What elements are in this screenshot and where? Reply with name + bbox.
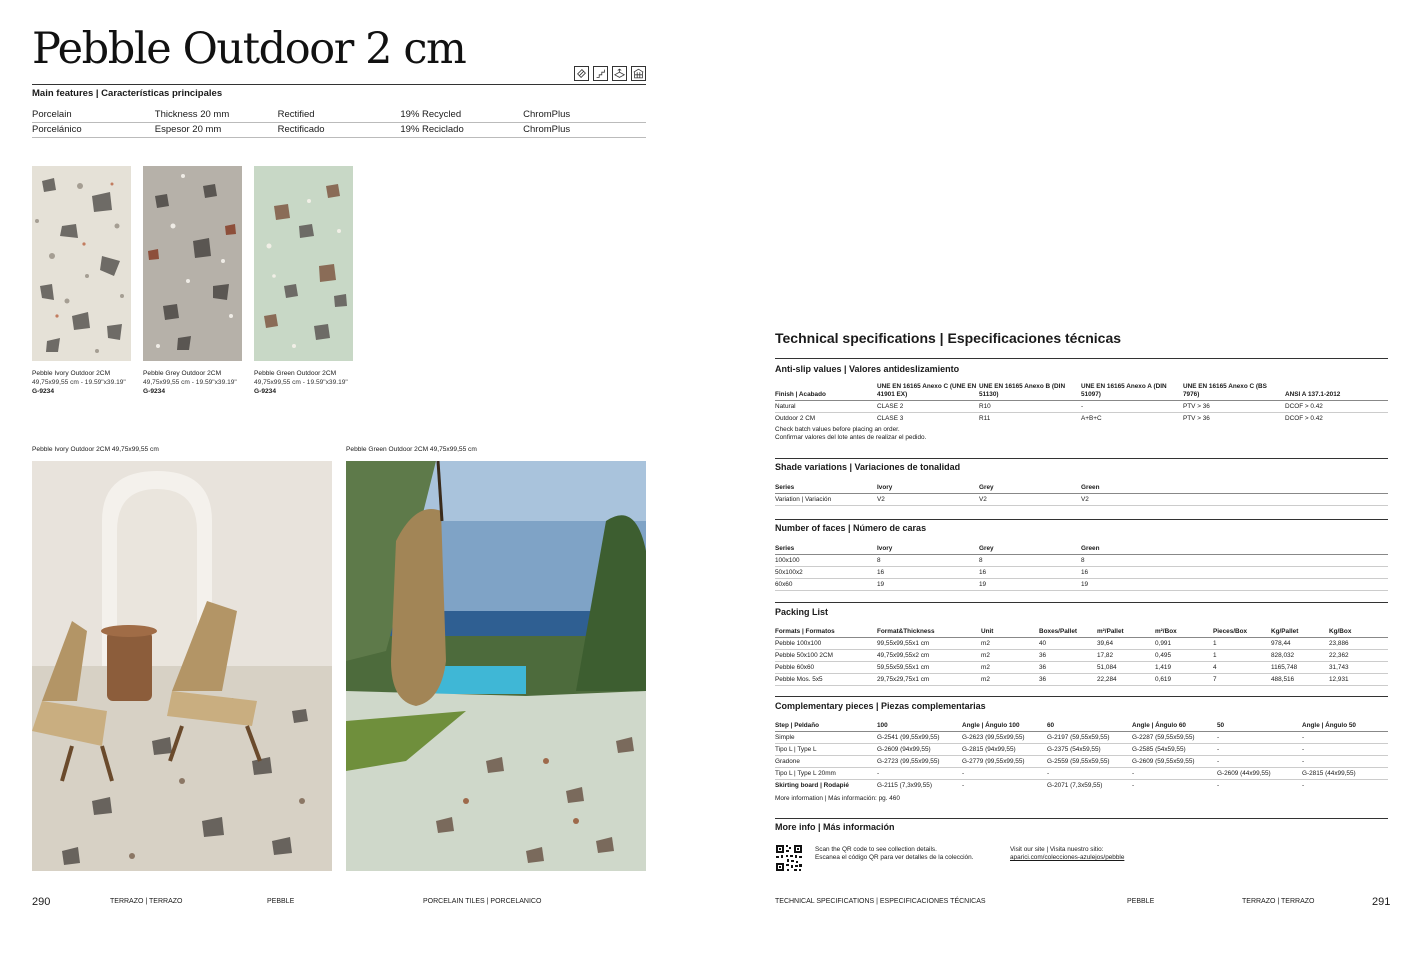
column-header: Angle | Ángulo 100 xyxy=(962,722,1047,732)
table-row xyxy=(775,744,1388,756)
table-cell: - xyxy=(1302,744,1388,756)
table-cell: 59,55x59,55x1 cm xyxy=(877,662,981,674)
table-cell: 23,886 xyxy=(1329,638,1388,650)
table-cell: 49,75x99,55x2 cm xyxy=(877,650,981,662)
swatch-name: Pebble Green Outdoor 2CM xyxy=(254,370,337,377)
column-header: Grey xyxy=(979,545,1081,555)
table-cell xyxy=(1285,555,1388,567)
column-header: Series xyxy=(775,484,877,494)
spec-title: Technical specifications | Especificaciones técnicas xyxy=(775,330,1122,346)
table-cell: 978,44 xyxy=(1271,638,1329,650)
table-cell: G-2609 (44x99,55) xyxy=(1217,768,1302,780)
table-cell: 40 xyxy=(1039,638,1097,650)
complementary-heading: Complementary pieces | Piezas complementarias xyxy=(775,701,986,711)
table-cell: Simple xyxy=(775,732,877,744)
floor-tile-icon xyxy=(574,66,589,81)
section-divider xyxy=(775,602,1388,603)
table-cell: 8 xyxy=(877,555,979,567)
table-cell: 8 xyxy=(1081,555,1183,567)
table-cell: - xyxy=(962,782,965,789)
swatch-name: Pebble Ivory Outdoor 2CM xyxy=(32,370,111,377)
footer-category-left: PORCELAIN TILES | PORCELANICO xyxy=(423,898,542,905)
table-cell xyxy=(1183,555,1285,567)
tile-swatches xyxy=(32,166,353,396)
table-cell: DCOF > 0.42 xyxy=(1285,415,1323,422)
table-cell: 0,495 xyxy=(1155,650,1213,662)
table-cell: - xyxy=(1302,782,1305,789)
tile-swatch-ivory xyxy=(32,166,131,361)
table-cell: G-2287 (59,55x59,55) xyxy=(1132,732,1217,744)
table-header-row xyxy=(775,545,1388,555)
column-header: Finish | Acabado xyxy=(775,383,877,401)
table-cell: CLASE 2 xyxy=(877,401,979,413)
column-header: UNE EN 16165 Anexo C (BS 7976) xyxy=(1183,383,1285,401)
table-cell: 19 xyxy=(1081,579,1183,591)
table-cell: 99,55x99,55x1 cm xyxy=(877,638,981,650)
title-divider xyxy=(32,84,646,85)
table-cell: 19 xyxy=(877,579,979,591)
table-row xyxy=(775,413,1388,425)
table-cell: 39,64 xyxy=(1097,638,1155,650)
shade-table xyxy=(775,484,1388,506)
table-cell: 100x100 xyxy=(775,555,877,567)
table-row xyxy=(775,768,1388,780)
outdoor-photo xyxy=(346,461,646,871)
photo-caption-ivory: Pebble Ivory Outdoor 2CM 49,75x99,55 cm xyxy=(32,446,159,453)
table-cell: - xyxy=(1217,744,1302,756)
table-cell: 0,991 xyxy=(1155,638,1213,650)
antislip-note xyxy=(775,426,926,442)
column-header: Unit xyxy=(981,628,1039,638)
moreinfo-heading: More info | Más información xyxy=(775,822,895,832)
column-header: Step | Peldaño xyxy=(775,722,877,732)
faces-table xyxy=(775,545,1388,591)
column-header: Green xyxy=(1081,484,1183,494)
table-header-row xyxy=(775,722,1388,732)
table-cell: V2 xyxy=(979,494,1081,506)
footer-category-right: TERRAZO | TERRAZO xyxy=(1242,898,1315,905)
table-cell: G-2609 (94x99,55) xyxy=(877,744,962,756)
section-divider xyxy=(775,696,1388,697)
table-row xyxy=(775,494,1388,506)
page-title: Pebble Outdoor 2 cm xyxy=(32,24,466,74)
table-cell: - xyxy=(1132,768,1217,780)
swatch-code: G-9234 xyxy=(143,388,165,395)
column-header: Boxes/Pallet xyxy=(1039,628,1097,638)
column-header: Ivory xyxy=(877,484,979,494)
interior-photo xyxy=(32,461,332,871)
table-cell xyxy=(1285,494,1388,506)
table-row xyxy=(775,401,1388,413)
table-cell: Pebble Mos. 5x5 xyxy=(775,674,877,686)
column-header: Format&Thickness xyxy=(877,628,981,638)
note-line: Check batch values before placing an order. xyxy=(775,426,900,433)
table-cell: 488,516 xyxy=(1271,674,1329,686)
main-features-table xyxy=(32,108,646,138)
table-cell: 1 xyxy=(1213,638,1271,650)
qr-line: Scan the QR code to see collection details. xyxy=(815,846,937,853)
table-cell: V2 xyxy=(877,494,979,506)
column-header: Kg/Pallet xyxy=(1271,628,1329,638)
table-cell: 828,032 xyxy=(1271,650,1329,662)
table-cell: - xyxy=(877,768,962,780)
table-cell: 12,931 xyxy=(1329,674,1388,686)
table-cell xyxy=(1183,579,1285,591)
table-row xyxy=(775,780,1388,792)
column-header: UNE EN 16165 Anexo A (DIN 51097) xyxy=(1081,383,1183,401)
table-cell: 4 xyxy=(1213,662,1271,674)
table-row xyxy=(775,674,1388,686)
note-line: Confirmar valores del lote antes de realizar el pedido. xyxy=(775,434,927,441)
table-cell: G-2115 (7,3x99,55) xyxy=(877,782,932,789)
column-header: Grey xyxy=(979,484,1081,494)
table-cell: - xyxy=(1302,732,1388,744)
column-header: 100 xyxy=(877,722,962,732)
table-cell: - xyxy=(1217,756,1302,768)
table-cell: Variation | Variación xyxy=(775,494,877,506)
table-cell: 36 xyxy=(1039,674,1097,686)
table-cell: G-2541 (99,55x99,55) xyxy=(877,732,962,744)
column-header xyxy=(1285,484,1388,494)
footer-section-right: TECHNICAL SPECIFICATIONS | ESPECIFICACIONES TÉCNICAS xyxy=(775,898,986,905)
column-header xyxy=(1183,545,1285,555)
table-cell: G-2815 (44x99,55) xyxy=(1302,768,1388,780)
table-cell: 8 xyxy=(979,555,1081,567)
main-features-heading: Main features | Características principales xyxy=(32,88,223,99)
table-cell: - xyxy=(1047,768,1132,780)
table-cell: G-2375 (54x59,55) xyxy=(1047,744,1132,756)
column-header: Angle | Ángulo 50 xyxy=(1302,722,1388,732)
table-cell: m2 xyxy=(981,650,1039,662)
column-header: UNE EN 16165 Anexo B (DIN 51130) xyxy=(979,383,1081,401)
table-cell: Pebble 60x60 xyxy=(775,662,877,674)
section-divider xyxy=(775,519,1388,520)
table-cell: G-2585 (54x59,55) xyxy=(1132,744,1217,756)
table-cell xyxy=(1183,494,1285,506)
section-divider xyxy=(775,818,1388,819)
table-cell: 16 xyxy=(979,567,1081,579)
table-cell: Gradone xyxy=(775,756,877,768)
table-cell: Natural xyxy=(775,401,877,413)
table-cell: PTV > 36 xyxy=(1183,415,1210,422)
footer-collection-left: PEBBLE xyxy=(267,898,295,905)
column-header: UNE EN 16165 Anexo C (UNE EN 41901 EX) xyxy=(877,383,979,401)
table-cell: G-2559 (59,55x59,55) xyxy=(1047,756,1132,768)
table-cell: 1,419 xyxy=(1155,662,1213,674)
site-link[interactable]: aparici.com/colecciones-azulejos/pebble xyxy=(1010,854,1125,861)
features-row-en xyxy=(32,108,646,123)
table-cell: 51,084 xyxy=(1097,662,1155,674)
packing-table xyxy=(775,628,1388,686)
table-cell: - xyxy=(1081,401,1183,413)
table-cell: 1 xyxy=(1213,650,1271,662)
shade-heading: Shade variations | Variaciones de tonalidad xyxy=(775,462,961,472)
table-cell: R11 xyxy=(979,415,991,422)
swatch-item-ivory xyxy=(32,166,131,396)
features-row-es xyxy=(32,123,646,138)
swatch-code: G-9234 xyxy=(32,388,54,395)
column-header: Kg/Box xyxy=(1329,628,1388,638)
feature-cell: ChromPlus xyxy=(523,123,646,138)
table-cell: 22,362 xyxy=(1329,650,1388,662)
table-cell: G-2623 (99,55x99,55) xyxy=(962,732,1047,744)
stairs-icon xyxy=(593,66,608,81)
feature-cell: Rectificado xyxy=(278,123,401,138)
site-info xyxy=(1010,846,1124,862)
qr-instructions xyxy=(815,846,973,862)
photo-caption-green: Pebble Green Outdoor 2CM 49,75x99,55 cm xyxy=(346,446,477,453)
application-icons xyxy=(574,66,646,81)
table-cell: G-2723 (99,55x99,55) xyxy=(877,756,962,768)
spec-title-divider xyxy=(775,358,1388,359)
swatch-size: 49,75x99,55 cm - 19.59"x39.19" xyxy=(32,379,126,386)
table-cell: 50x100x2 xyxy=(775,567,877,579)
page-number-left: 290 xyxy=(32,896,51,908)
column-header xyxy=(1183,484,1285,494)
footer-section-left: TERRAZO | TERRAZO xyxy=(110,898,183,905)
swatch-size: 49,75x99,55 cm - 19.59"x39.19" xyxy=(254,379,348,386)
table-cell: 36 xyxy=(1039,650,1097,662)
column-header: 60 xyxy=(1047,722,1132,732)
tile-swatch-grey xyxy=(143,166,242,361)
table-cell: - xyxy=(1132,782,1135,789)
feature-cell: Espesor 20 mm xyxy=(155,123,278,138)
packing-heading: Packing List xyxy=(775,607,829,617)
table-cell: 0,619 xyxy=(1155,674,1213,686)
table-cell: m2 xyxy=(981,674,1039,686)
table-cell: Tipo L | Type L xyxy=(775,744,877,756)
table-cell: - xyxy=(1302,756,1388,768)
table-header-row xyxy=(775,628,1388,638)
column-header: m²/Pallet xyxy=(1097,628,1155,638)
column-header: Ivory xyxy=(877,545,979,555)
table-cell: 16 xyxy=(1081,567,1183,579)
table-cell: 36 xyxy=(1039,662,1097,674)
table-cell: 1165,748 xyxy=(1271,662,1329,674)
facade-icon xyxy=(631,66,646,81)
table-cell: 60x60 xyxy=(775,579,877,591)
feature-cell: 19% Recycled xyxy=(400,108,523,123)
footer-collection-right: PEBBLE xyxy=(1127,898,1155,905)
table-header-row xyxy=(775,383,1388,401)
table-cell: 16 xyxy=(877,567,979,579)
feature-cell: Porcelain xyxy=(32,108,155,123)
complementary-table xyxy=(775,722,1388,791)
table-cell: 19 xyxy=(979,579,1081,591)
antislip-heading: Anti-slip values | Valores antideslizamiento xyxy=(775,364,960,374)
table-cell: 22,284 xyxy=(1097,674,1155,686)
table-cell: G-2779 (99,55x99,55) xyxy=(962,756,1047,768)
column-header: Green xyxy=(1081,545,1183,555)
table-cell: - xyxy=(1217,782,1220,789)
feature-cell: Rectified xyxy=(278,108,401,123)
column-header: Series xyxy=(775,545,877,555)
feature-cell: ChromPlus xyxy=(523,108,646,123)
table-cell: 7 xyxy=(1213,674,1271,686)
column-header: 50 xyxy=(1217,722,1302,732)
table-row xyxy=(775,579,1388,591)
column-header: Angle | Ángulo 60 xyxy=(1132,722,1217,732)
table-cell: DCOF > 0.42 xyxy=(1285,401,1388,413)
table-cell xyxy=(1183,567,1285,579)
column-header: m²/Box xyxy=(1155,628,1213,638)
table-row xyxy=(775,638,1388,650)
table-cell: G-2609 (59,55x59,55) xyxy=(1132,756,1217,768)
table-cell: - xyxy=(962,768,1047,780)
feature-cell: Porcelánico xyxy=(32,123,155,138)
table-cell: G-2197 (59,55x59,55) xyxy=(1047,732,1132,744)
column-header: ANSI A 137.1-2012 xyxy=(1285,383,1388,401)
table-cell: Tipo L | Type L 20mm xyxy=(775,768,877,780)
swatch-code: G-9234 xyxy=(254,388,276,395)
table-cell: R10 xyxy=(979,401,1081,413)
site-label: Visit our site | Visita nuestro sitio: xyxy=(1010,846,1104,853)
column-header: Formats | Formatos xyxy=(775,628,877,638)
table-cell: Pebble 50x100 2CM xyxy=(775,650,877,662)
table-cell: PTV > 36 xyxy=(1183,401,1285,413)
table-cell xyxy=(1285,579,1388,591)
outdoor-floor-icon xyxy=(612,66,627,81)
table-row xyxy=(775,662,1388,674)
complementary-note: More information | Más información: pg. 460 xyxy=(775,795,900,802)
table-cell: 31,743 xyxy=(1329,662,1388,674)
qr-line: Escanea el código QR para ver detalles de la colección. xyxy=(815,854,974,861)
feature-cell: 19% Reciclado xyxy=(400,123,523,138)
feature-cell: Thickness 20 mm xyxy=(155,108,278,123)
page-number-right: 291 xyxy=(1372,896,1391,908)
table-cell: Pebble 100x100 xyxy=(775,638,877,650)
column-header: Pieces/Box xyxy=(1213,628,1271,638)
table-row xyxy=(775,555,1388,567)
table-cell: 29,75x29,75x1 cm xyxy=(877,674,981,686)
table-cell: A+B+C xyxy=(1081,415,1102,422)
swatch-item-green xyxy=(254,166,353,396)
table-cell: - xyxy=(1217,732,1302,744)
swatch-size: 49,75x99,55 cm - 19.59"x39.19" xyxy=(143,379,237,386)
table-cell: m2 xyxy=(981,662,1039,674)
table-row xyxy=(775,567,1388,579)
table-header-row xyxy=(775,484,1388,494)
column-header xyxy=(1285,545,1388,555)
table-cell xyxy=(1285,567,1388,579)
table-row xyxy=(775,756,1388,768)
faces-heading: Number of faces | Número de caras xyxy=(775,523,927,533)
tile-swatch-green xyxy=(254,166,353,361)
qr-code-icon[interactable] xyxy=(775,844,803,872)
table-cell: 17,82 xyxy=(1097,650,1155,662)
table-cell: m2 xyxy=(981,638,1039,650)
swatch-item-grey xyxy=(143,166,242,396)
antislip-table xyxy=(775,383,1388,424)
table-cell: Outdoor 2 CM xyxy=(775,415,816,422)
table-row xyxy=(775,650,1388,662)
section-divider xyxy=(775,458,1388,459)
table-cell: V2 xyxy=(1081,494,1183,506)
table-cell: CLASE 3 xyxy=(877,415,904,422)
swatch-name: Pebble Grey Outdoor 2CM xyxy=(143,370,222,377)
table-cell: G-2815 (94x99,55) xyxy=(962,744,1047,756)
table-cell: G-2071 (7,3x59,55) xyxy=(1047,782,1103,789)
table-row xyxy=(775,732,1388,744)
table-cell: Skirting board | Rodapié xyxy=(775,782,849,789)
